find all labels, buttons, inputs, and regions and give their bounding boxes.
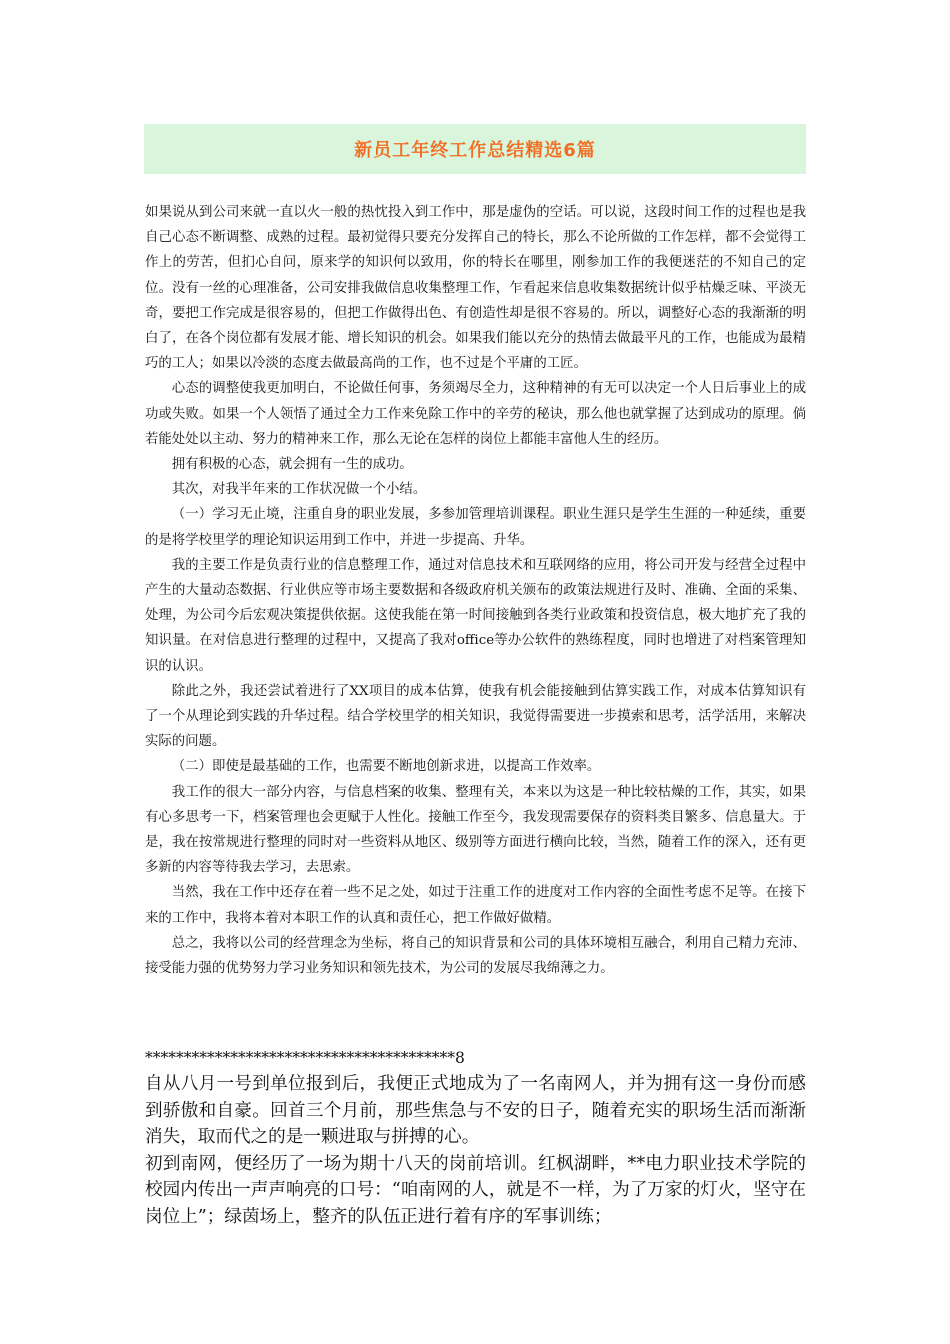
separator-line: ****************************************8	[145, 1049, 465, 1067]
paragraph: 初到南网，便经历了一场为期十八天的岗前培训。红枫湖畔，**电力职业技术学院的校园内传出一声声响亮的口号：“咱南网的人，就是不一样，为了万家的灯火，坚守在岗位上”；绿茵场上，整齐的队伍正进行着有序的军事训练；	[145, 1153, 806, 1227]
paragraph: 我工作的很大一部分内容，与信息档案的收集、整理有关，本来以为这是一种比较枯燥的工作，其实，如果有心多思考一下，档案管理也会更赋于人性化。接触工作至今，我发现需要保存的资料类目繁多、信息量大。于是，我在按常规进行整理的同时对一些资料从地区、级别等方面进行横向比较，当然，随着工作的深入，还有更多新的内容等待我去学习，去思索。	[145, 784, 806, 876]
paragraph: 如果说从到公司来就一直以火一般的热忱投入到工作中，那是虚伪的空话。可以说，这段时间工作的过程也是我自己心态不断调整、成熟的过程。最初觉得只要充分发挥自己的特长，那么不论所做的工作怎样，都不会觉得工作上的劳苦，但扪心自问，原来学的知识何以致用，你的特长在哪里，刚参加工作的我便迷茫的不知自己的定位。没有一丝的心理准备，公司安排我做信息收集整理工作，乍看起来信息收集数据统计似乎枯燥乏味、平淡无奇，要把工作完成是很容易的，但把工作做得出色、有创造性却是很不容易的。所以，调整好心态的我渐渐的明白了，在各个岗位都有发展才能、增长知识的机会。如果我们能以充分的热情去做最平凡的工作，也能成为最精巧的工人；如果以冷淡的态度去做最高尚的工作，也不过是个平庸的工匠。	[145, 205, 806, 372]
paragraph: （二）即使是最基础的工作，也需要不断地创新求进，以提高工作效率。	[171, 759, 601, 775]
article-body	[145, 200, 806, 981]
paragraph: 拥有积极的心态，就会拥有一生的成功。	[171, 457, 413, 473]
document-title: 新员工年终工作总结精选6篇	[354, 140, 596, 161]
paragraph: 总之，我将以公司的经营理念为坐标，将自己的知识背景和公司的具体环境相互融合，利用自己精力充沛、接受能力强的优势努力学习业务知识和领先技术，为公司的发展尽我绵薄之力。	[145, 935, 806, 977]
title-banner	[144, 124, 806, 174]
paragraph: 心态的调整使我更加明白，不论做任何事，务须竭尽全力，这种精神的有无可以决定一个人日后事业上的成功或失败。如果一个人领悟了通过全力工作来免除工作中的辛劳的秘诀，那么他也就掌握了达到成功的原理。倘若能处处以主动、努力的精神来工作，那么无论在怎样的岗位上都能丰富他人生的经历。	[145, 381, 806, 447]
paragraph: 自从八月一号到单位报到后，我便正式地成为了一名南网人，并为拥有这一身份而感到骄傲和自豪。回首三个月前，那些焦急与不安的日子，随着充实的职场生活而渐渐消失，取而代之的是一颗进取与拼搏的心。	[145, 1074, 806, 1147]
paragraph: 其次，对我半年来的工作状况做一个小结。	[171, 482, 427, 498]
second-article	[145, 1071, 806, 1230]
paragraph: 我的主要工作是负责行业的信息整理工作，通过对信息技术和互联网络的应用，将公司开发与经营全过程中产生的大量动态数据、行业供应等市场主要数据和各级政府机关颁布的政策法规进行及时、准确、全面的采集、处理，为公司今后宏观决策提供依据。这使我能在第一时间接触到各类行业政策和投资信息，极大地扩充了我的知识量。在对信息进行整理的过程中，又提高了我对office等办公软件的熟练程度，同时也增进了对档案管理知识的认识。	[145, 557, 806, 674]
paragraph: 除此之外，我还尝试着进行了XX项目的成本估算，使我有机会能接触到估算实践工作，对成本估算知识有了一个从理论到实践的升华过程。结合学校里学的相关知识，我觉得需要进一步摸索和思考，活学活用，来解决实际的问题。	[145, 683, 806, 750]
paragraph: 当然，我在工作中还存在着一些不足之处，如过于注重工作的进度对工作内容的全面性考虑不足等。在接下来的工作中，我将本着对本职工作的认真和责任心，把工作做好做精。	[145, 885, 806, 926]
paragraph: （一）学习无止境，注重自身的职业发展，多参加管理培训课程。职业生涯只是学生生涯的一种延续，重要的是将学校里学的理论知识运用到工作中，并进一步提高、升华。	[145, 507, 806, 548]
